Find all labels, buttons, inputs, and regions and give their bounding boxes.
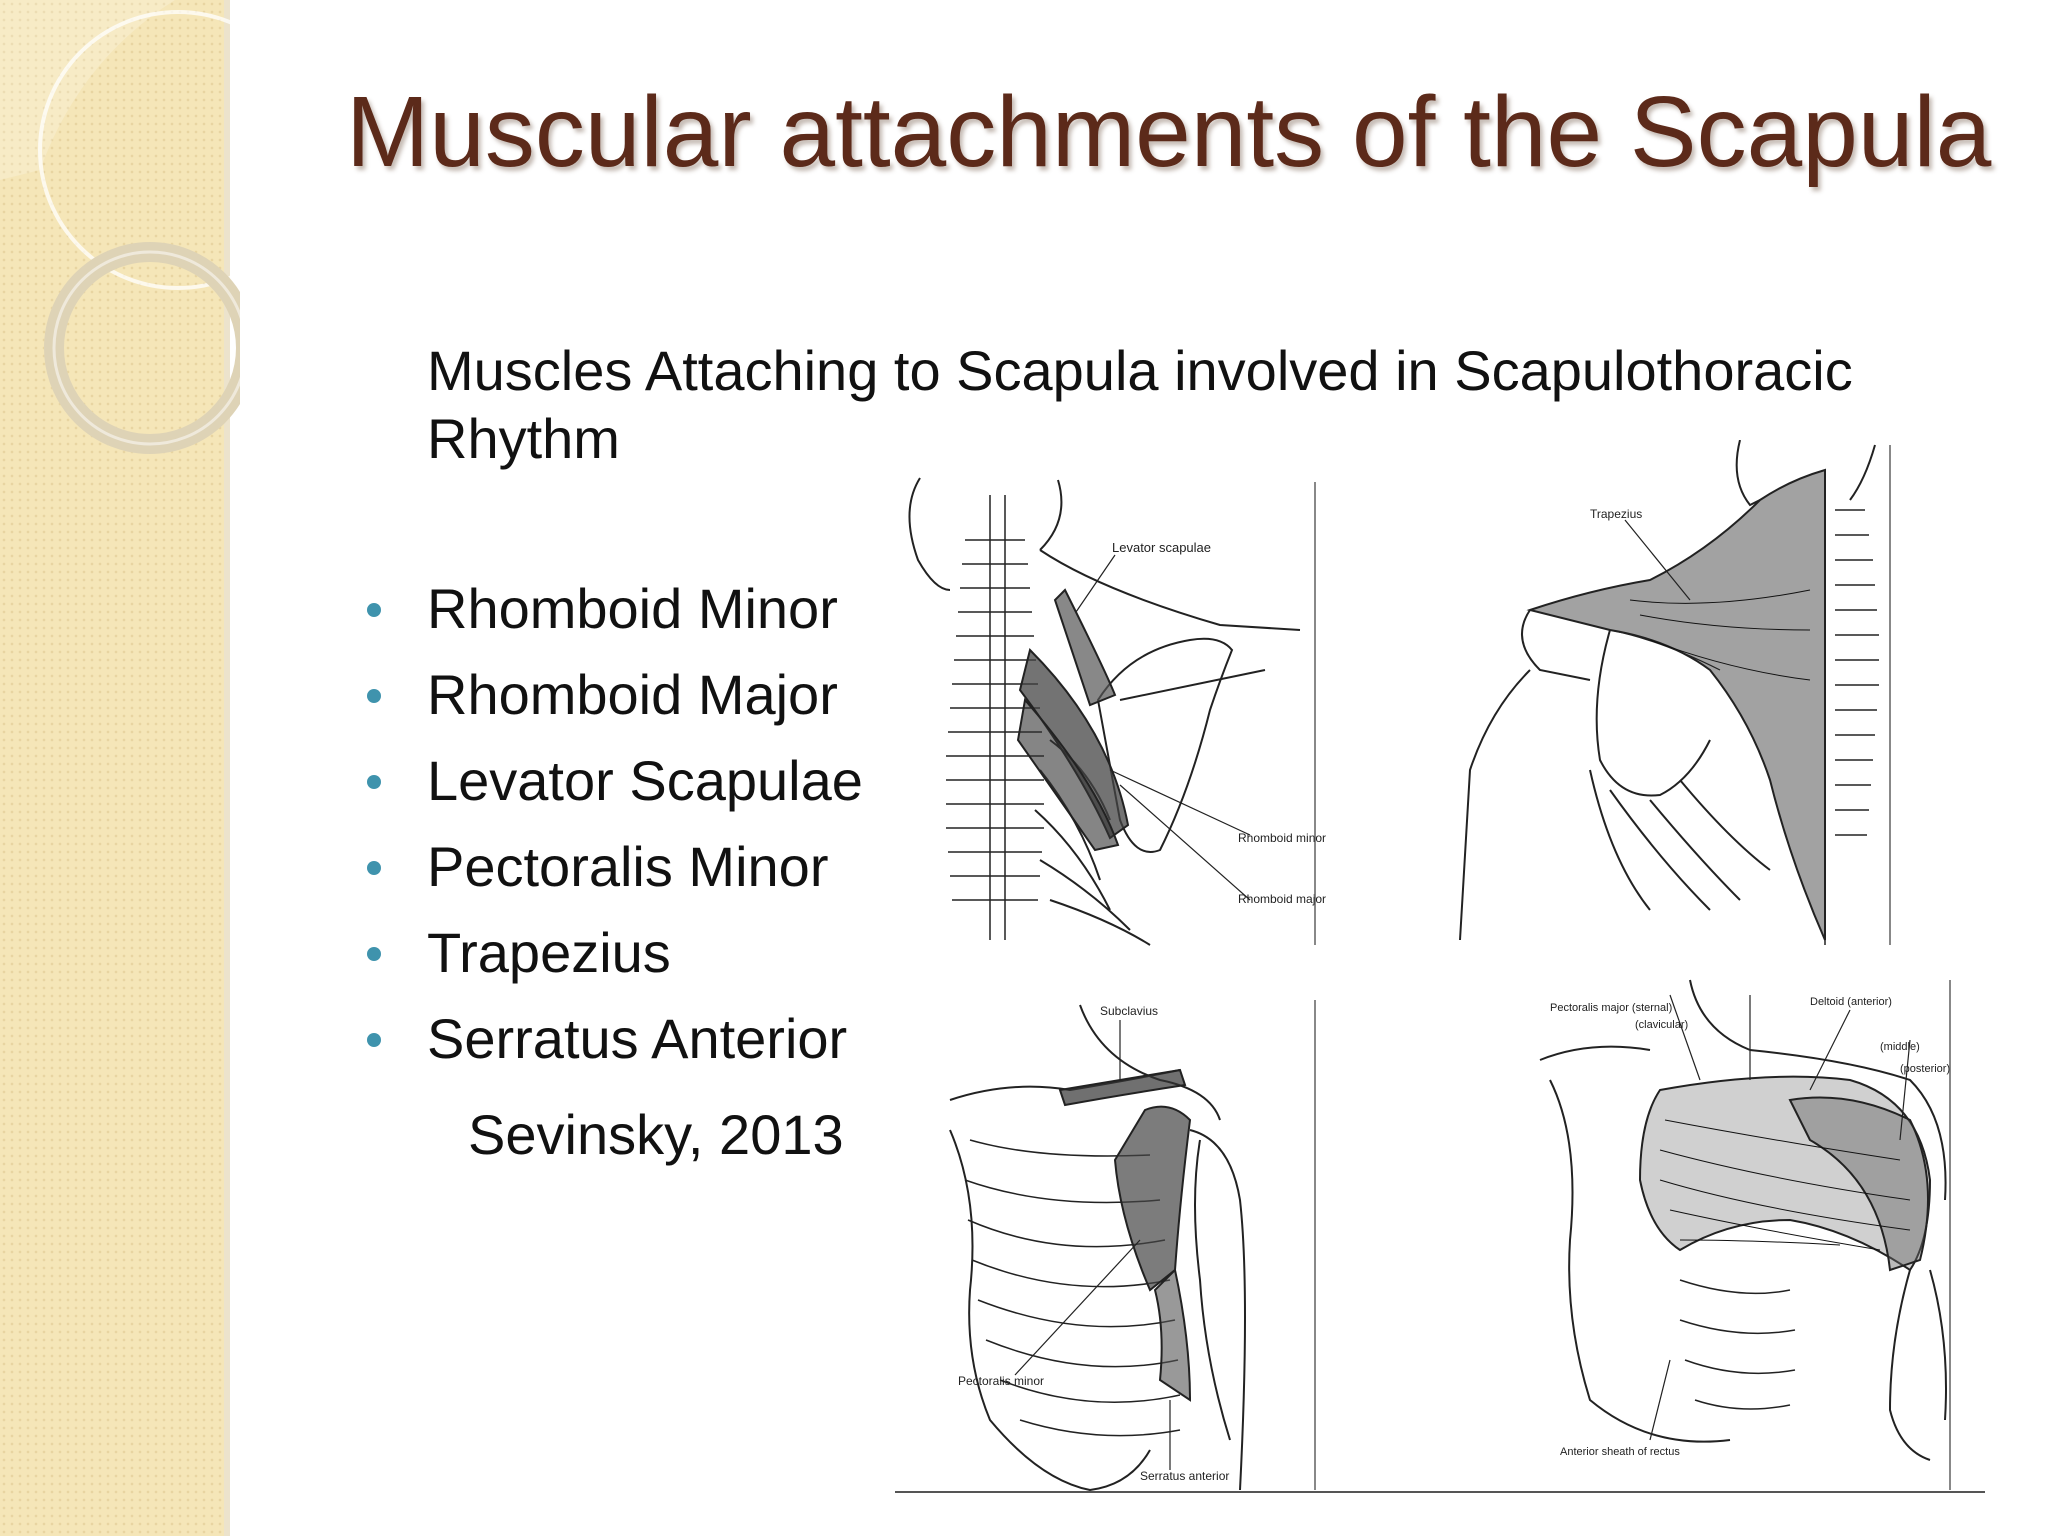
list-item: [358, 834, 863, 920]
list-item: [358, 1006, 863, 1092]
intro-text: Muscles Attaching to Scapula involved in Scapulothoracic Rhythm: [427, 339, 1853, 470]
slide-title: Muscular attachments of the Scapula: [346, 76, 1992, 188]
label-deltoid-middle: (middle): [1880, 1041, 1920, 1053]
label-rhomboid-minor: Rhomboid minor: [1238, 831, 1327, 845]
label-deltoid-anterior: Deltoid (anterior): [1810, 996, 1892, 1008]
bullet-dot-icon: [367, 775, 381, 789]
label-levator-scapulae: Levator scapulae: [1112, 540, 1212, 555]
decorative-rings: [0, 0, 240, 520]
bullet-dot-icon: [367, 1033, 381, 1047]
list-item-label: Rhomboid Minor: [427, 577, 838, 640]
list-item: [358, 920, 863, 1006]
list-item-label: Pectoralis Minor: [427, 835, 829, 898]
figure-anterior-deltoid: [1540, 980, 1950, 1490]
bullet-dot-icon: [367, 947, 381, 961]
muscle-list: [358, 576, 863, 1092]
label-pectoralis-major-clavicular: (clavicular): [1635, 1019, 1689, 1031]
anatomy-figures: [890, 440, 1990, 1510]
label-rhomboid-major: Rhomboid major: [1238, 892, 1327, 906]
label-deltoid-posterior: (posterior): [1900, 1063, 1951, 1075]
bullet-dot-icon: [367, 861, 381, 875]
label-subclavius: Subclavius: [1100, 1004, 1159, 1018]
label-pectoralis-minor: Pectoralis minor: [958, 1374, 1045, 1388]
label-serratus-anterior: Serratus anterior: [1140, 1469, 1230, 1483]
list-item: [358, 576, 863, 662]
figure-posterior-trapezius: [1460, 440, 1890, 945]
list-item-label: Trapezius: [427, 921, 671, 984]
bullet-dot-icon: [367, 689, 381, 703]
bullet-dot-icon: [367, 603, 381, 617]
list-item-label: Levator Scapulae: [427, 749, 863, 812]
label-pectoralis-major-sternal: Pectoralis major (sternal): [1550, 1002, 1673, 1014]
figure-anterior-pectoralis-minor: [950, 1000, 1315, 1490]
citation: Sevinsky, 2013: [468, 1103, 844, 1166]
list-item: [358, 662, 863, 748]
list-item: [358, 748, 863, 834]
label-trapezius: Trapezius: [1590, 507, 1643, 521]
list-item-label: Rhomboid Major: [427, 663, 838, 726]
list-item-label: Serratus Anterior: [427, 1007, 848, 1070]
label-anterior-sheath-of-rectus: Anterior sheath of rectus: [1560, 1446, 1680, 1458]
